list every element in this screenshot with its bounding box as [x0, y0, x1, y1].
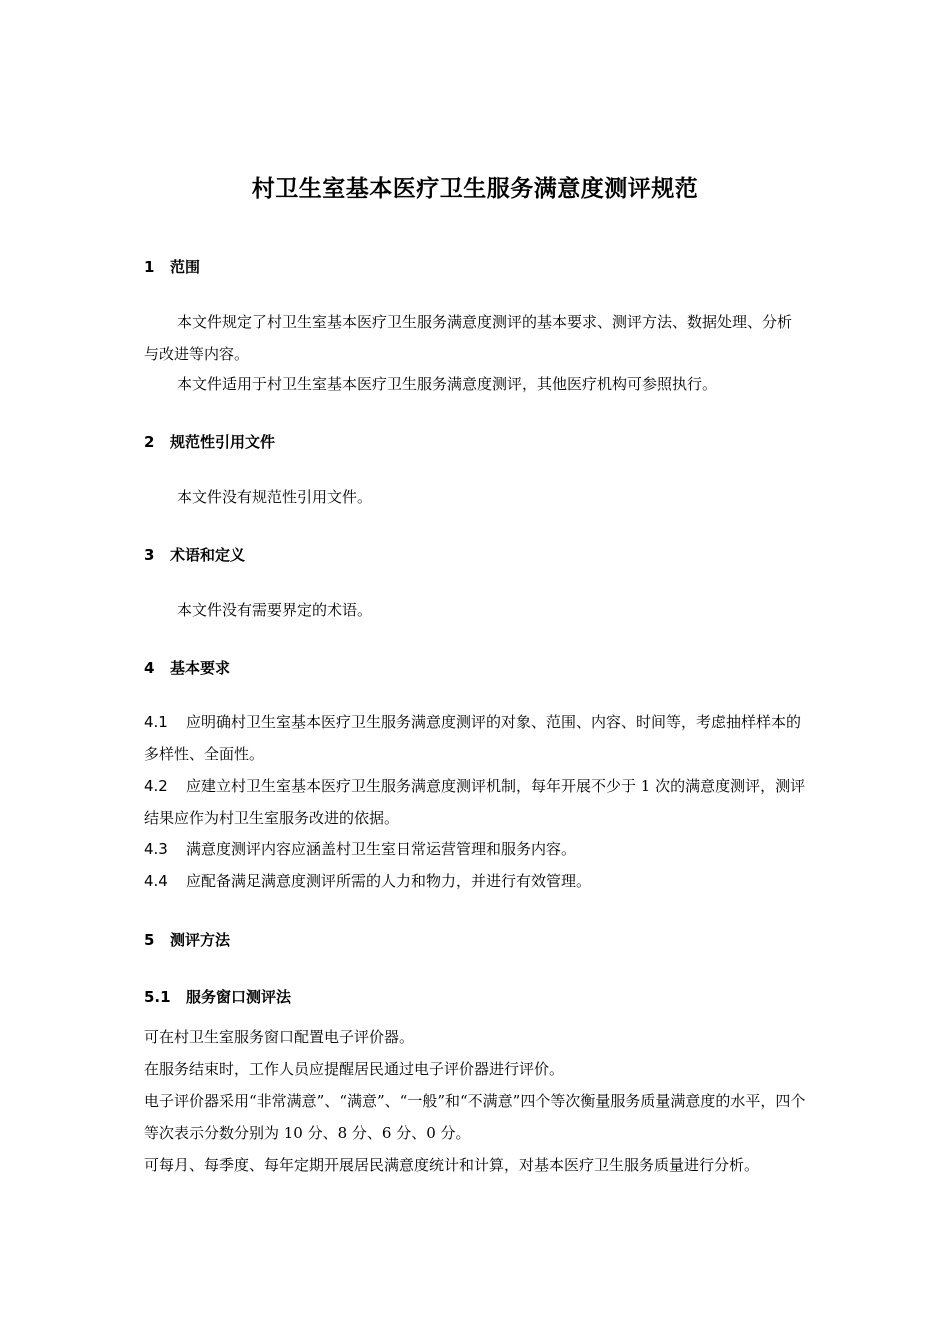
document-title: 村卫生室基本医疗卫生服务满意度测评规范	[251, 176, 699, 202]
clause-number: 4.2	[144, 777, 168, 795]
section-number: 4	[144, 659, 155, 677]
section-5-1-paragraph-2: 在服务结束时，工作人员应提醒居民通过电子评价器进行评价。	[144, 1060, 565, 1078]
subsection-title: 服务窗口测评法	[186, 988, 292, 1006]
section-number: 5	[144, 931, 155, 949]
section-5-1-heading	[144, 986, 291, 1007]
clause-4-4	[144, 865, 806, 897]
clause-text: 应明确村卫生室基本医疗卫生服务满意度测评的对象、范围、内容、时间等，考虑抽样样本的多样性、全面性。	[144, 713, 802, 763]
section-number: 2	[144, 433, 155, 451]
section-5-1-paragraph-1: 可在村卫生室服务窗口配置电子评价器。	[144, 1028, 415, 1046]
clause-text: 应配备满足满意度测评所需的人力和物力，并进行有效管理。	[186, 872, 592, 890]
clause-4-1	[144, 706, 806, 770]
section-1-paragraph-1: 本文件规定了村卫生室基本医疗卫生服务满意度测评的基本要求、测评方法、数据处理、分析与改进等内容。	[144, 313, 793, 363]
section-title: 术语和定义	[170, 546, 246, 564]
section-2-paragraph-1: 本文件没有规范性引用文件。	[177, 488, 373, 506]
clause-4-2	[144, 770, 806, 834]
clause-number: 4.3	[144, 840, 168, 858]
section-1-heading	[144, 256, 200, 277]
clause-number: 4.1	[144, 713, 168, 731]
clause-number: 4.4	[144, 872, 168, 890]
section-title: 规范性引用文件	[170, 433, 276, 451]
section-title: 测评方法	[170, 931, 231, 949]
section-5-heading	[144, 929, 230, 950]
section-2-heading	[144, 431, 275, 452]
section-4-heading	[144, 657, 230, 678]
section-number: 3	[144, 546, 155, 564]
clause-text: 满意度测评内容应涵盖村卫生室日常运营管理和服务内容。	[186, 840, 577, 858]
section-1-paragraph-2: 本文件适用于村卫生室基本医疗卫生服务满意度测评，其他医疗机构可参照执行。	[177, 375, 718, 393]
section-title: 范围	[170, 258, 201, 276]
clause-text: 应建立村卫生室基本医疗卫生服务满意度测评机制，每年开展不少于 1 次的满意度测评，测评结果应作为村卫生室服务改进的依据。	[144, 777, 806, 827]
section-3-paragraph-1: 本文件没有需要界定的术语。	[177, 601, 373, 619]
section-number: 1	[144, 258, 155, 276]
section-5-1-paragraph-3: 电子评价器采用“非常满意”、“满意”、“一般”和“不满意”四个等次衡量服务质量满意度的水平，四个等次表示分数分别为 10 分、8 分、6 分、0 分。	[144, 1092, 806, 1142]
section-3-heading	[144, 544, 245, 565]
section-5-1-paragraph-4: 可每月、每季度、每年定期开展居民满意度统计和计算，对基本医疗卫生服务质量进行分析。	[144, 1156, 760, 1174]
subsection-number: 5.1	[144, 988, 171, 1006]
clause-4-3	[144, 833, 806, 865]
section-title: 基本要求	[170, 659, 231, 677]
